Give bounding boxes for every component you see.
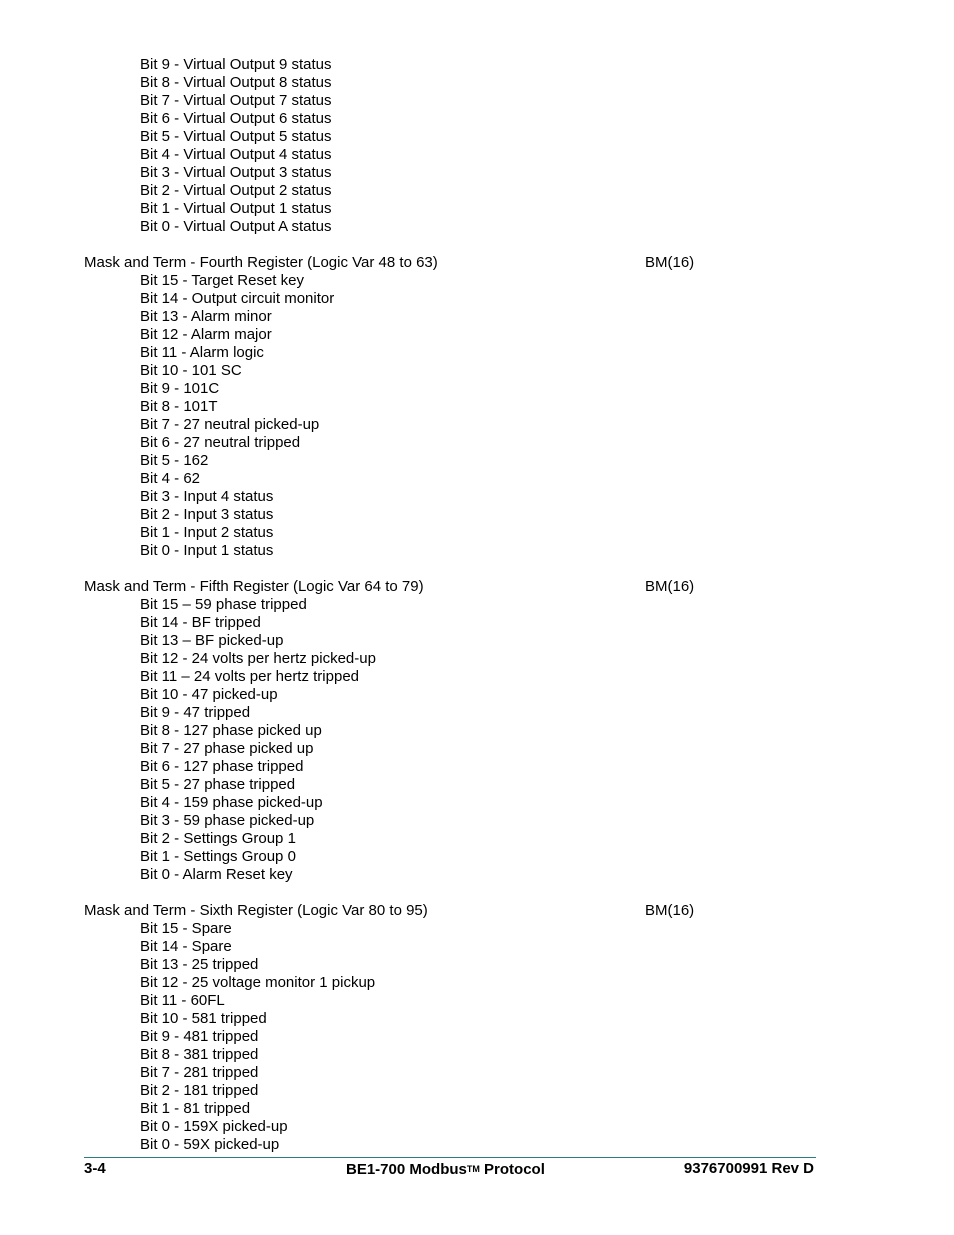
trademark-symbol: TM [466,1164,480,1174]
bit-description: Bit 11 - 60FL [140,992,225,1009]
bit-description: Bit 5 - 162 [140,452,209,469]
bit-description: Bit 1 - Virtual Output 1 status [140,200,332,217]
bit-description: Bit 3 - 59 phase picked-up [140,812,315,829]
bit-description: Bit 11 - Alarm logic [140,344,264,361]
bit-description: Bit 13 – BF picked-up [140,632,284,649]
bit-description: Bit 7 - Virtual Output 7 status [140,92,332,109]
bit-description: Bit 10 - 47 picked-up [140,686,278,703]
bit-description: Bit 14 - Spare [140,938,232,955]
bit-description: Bit 0 - 159X picked-up [140,1118,288,1135]
footer-rule [84,1157,816,1158]
bit-description: Bit 4 - 159 phase picked-up [140,794,323,811]
bit-description: Bit 6 - 27 neutral tripped [140,434,301,451]
bit-description: Bit 14 - Output circuit monitor [140,290,335,307]
bit-description: Bit 4 - 62 [140,470,201,487]
section-gap [0,560,954,578]
bit-description: Bit 0 - Virtual Output A status [140,218,332,235]
bit-description: Bit 12 - 24 volts per hertz picked-up [140,650,376,667]
bit-description: Bit 15 – 59 phase tripped [140,596,307,613]
footer-page-number: 3-4 [84,1160,106,1177]
bit-description: Bit 9 - Virtual Output 9 status [140,56,332,73]
bit-description: Bit 1 - Input 2 status [140,524,274,541]
bit-description: Bit 14 - BF tripped [140,614,261,631]
section-gap [0,236,954,254]
bit-description: Bit 13 - 25 tripped [140,956,259,973]
footer-title-suffix: Protocol [479,1161,545,1178]
register-data-type: BM(16) [645,254,695,271]
bit-description: Bit 0 - Input 1 status [140,542,274,559]
bit-description: Bit 5 - 27 phase tripped [140,776,296,793]
bit-description: Bit 15 - Target Reset key [140,272,304,289]
bit-description: Bit 8 - 101T [140,398,218,415]
bit-description: Bit 0 - Alarm Reset key [140,866,293,883]
bit-description: Bit 1 - Settings Group 0 [140,848,296,865]
register-heading-text: Mask and Term - Fifth Register (Logic Var 64 to 79) [84,578,424,595]
footer-title-text: BE1-700 Modbus [346,1161,467,1178]
footer-revision: 9376700991 Rev D [683,1160,814,1177]
bit-description: Bit 8 - Virtual Output 8 status [140,74,332,91]
bit-description: Bit 7 - 281 tripped [140,1064,259,1081]
bit-description: Bit 8 - 127 phase picked up [140,722,322,739]
register-heading-text: Mask and Term - Sixth Register (Logic Var 80 to 95) [84,902,428,919]
bit-description: Bit 12 - Alarm major [140,326,272,343]
bit-description: Bit 1 - 81 tripped [140,1100,251,1117]
register-data-type: BM(16) [645,902,695,919]
bit-description: Bit 11 – 24 volts per hertz tripped [140,668,360,685]
register-data-type: BM(16) [645,578,695,595]
bit-description: Bit 4 - Virtual Output 4 status [140,146,332,163]
bit-description: Bit 3 - Input 4 status [140,488,274,505]
page-footer [84,1160,814,1180]
register-heading [0,578,954,596]
bit-description: Bit 15 - Spare [140,920,232,937]
bit-description: Bit 2 - Input 3 status [140,506,274,523]
section-gap [0,884,954,902]
bit-description: Bit 10 - 101 SC [140,362,242,379]
bit-description: Bit 2 - Virtual Output 2 status [140,182,332,199]
bit-description: Bit 12 - 25 voltage monitor 1 pickup [140,974,376,991]
bit-description: Bit 13 - Alarm minor [140,308,272,325]
bit-description: Bit 7 - 27 neutral picked-up [140,416,320,433]
bit-description: Bit 9 - 47 tripped [140,704,251,721]
footer-document-title [346,1160,545,1179]
bit-description: Bit 7 - 27 phase picked up [140,740,314,757]
bit-description: Bit 5 - Virtual Output 5 status [140,128,332,145]
bit-description: Bit 6 - 127 phase tripped [140,758,304,775]
register-list [0,56,954,1154]
bit-description: Bit 0 - 59X picked-up [140,1136,280,1153]
bit-description: Bit 2 - 181 tripped [140,1082,259,1099]
bit-description: Bit 2 - Settings Group 1 [140,830,296,847]
bit-description: Bit 10 - 581 tripped [140,1010,267,1027]
bit-description: Bit 9 - 101C [140,380,220,397]
bit-description: Bit 6 - Virtual Output 6 status [140,110,332,127]
bit-description: Bit 3 - Virtual Output 3 status [140,164,332,181]
bit-description: Bit 8 - 381 tripped [140,1046,259,1063]
register-heading [0,902,954,920]
bit-description: Bit 9 - 481 tripped [140,1028,259,1045]
register-heading-text: Mask and Term - Fourth Register (Logic Var 48 to 63) [84,254,438,271]
register-heading [0,254,954,272]
